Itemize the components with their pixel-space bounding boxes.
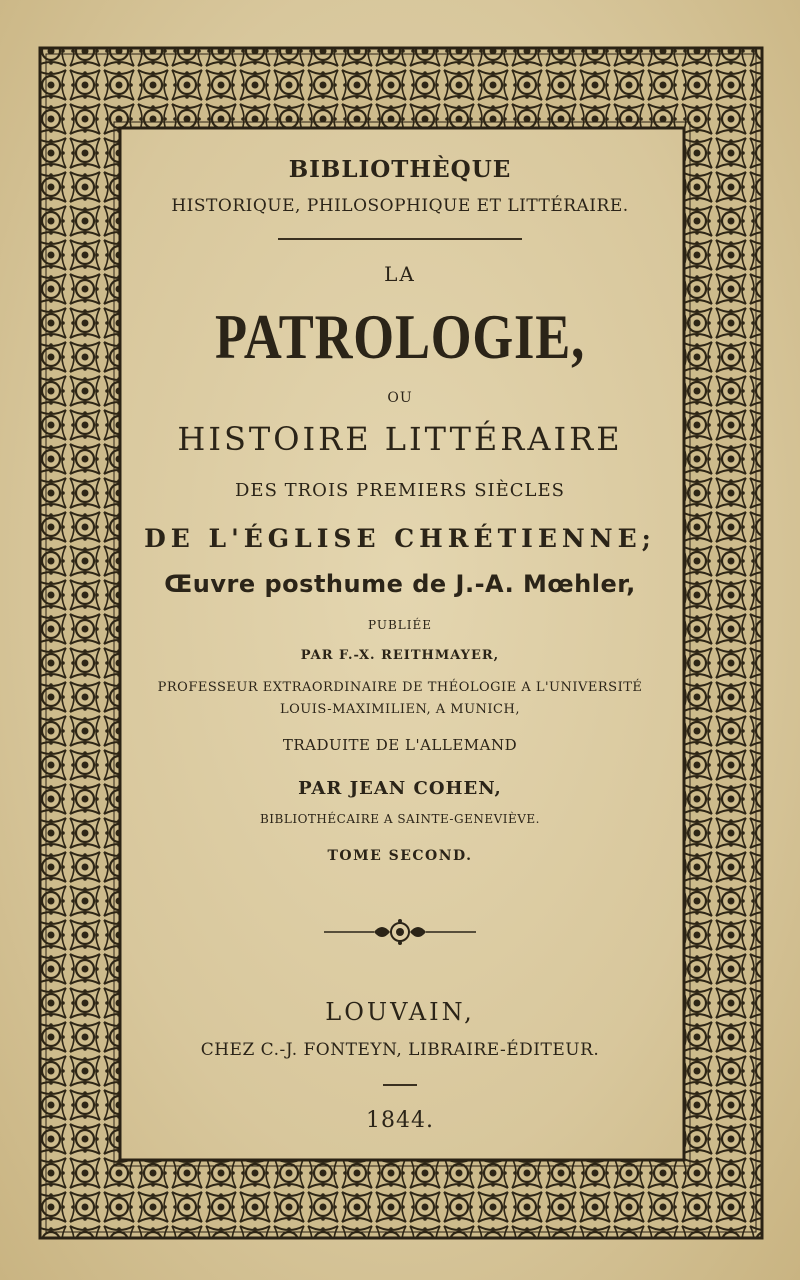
editor-title-line-1: PROFESSEUR EXTRAORDINAIRE DE THÉOLOGIE A L'UNIVERSITÉ (157, 680, 643, 695)
subtitle-line-1: HISTOIRE LITTÉRAIRE (177, 420, 623, 458)
subtitle-line-3: DE L'ÉGLISE CHRÉTIENNE; (144, 524, 656, 553)
subtitle-line-2: DES TROIS PREMIERS SIÈCLES (235, 480, 565, 501)
translator-title: BIBLIOTHÉCAIRE A SAINTE-GENEVIÈVE. (259, 812, 540, 826)
publication-place: LOUVAIN, (325, 998, 475, 1026)
publisher: CHEZ C.-J. FONTEYN, LIBRAIRE-ÉDITEUR. (200, 1040, 600, 1060)
title-article: LA (384, 262, 416, 286)
main-title: PATROLOGIE, (214, 301, 586, 372)
fleuron-divider (320, 918, 480, 946)
volume-label: TOME SECOND. (327, 848, 473, 864)
published-label: PUBLIÉE (367, 618, 433, 632)
series-subtitle: HISTORIQUE, PHILOSOPHIQUE ET LITTÉRAIRE. (171, 196, 629, 216)
divider-rule (278, 238, 522, 240)
publication-year: 1844. (366, 1108, 434, 1133)
editor-name: PAR F.-X. REITHMAYER, (300, 648, 500, 663)
title-page-text (130, 140, 670, 1150)
translator-name: PAR JEAN COHEN, (298, 778, 502, 799)
year-rule (383, 1084, 417, 1086)
title-conjunction: OU (387, 390, 413, 406)
series-title: BIBLIOTHÈQUE (288, 156, 512, 183)
author-line: Œuvre posthume de J.-A. Mœhler, (164, 570, 636, 598)
translated-label: TRADUITE DE L'ALLEMAND (282, 736, 518, 754)
editor-title-line-2: LOUIS-MAXIMILIEN, A MUNICH, (280, 702, 520, 717)
